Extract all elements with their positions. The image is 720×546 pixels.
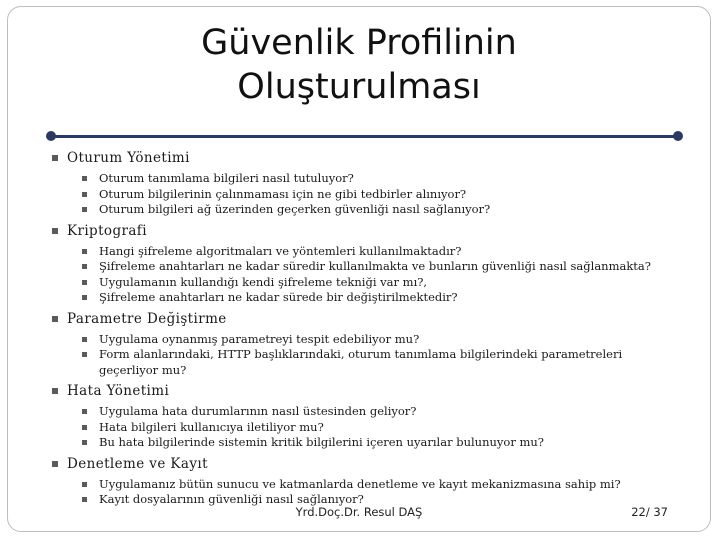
square-bullet-icon (82, 440, 87, 445)
square-bullet-icon (82, 176, 87, 181)
square-bullet-icon (82, 409, 87, 414)
section-heading (52, 222, 680, 240)
list-item (82, 332, 680, 348)
list-item-text: Uygulamanın kullandığı kendi şifreleme tekniği var mı?, (99, 274, 428, 289)
square-bullet-icon (82, 264, 87, 269)
divider-dot-left (46, 131, 56, 141)
section-items (52, 332, 680, 379)
section-heading (52, 382, 680, 400)
list-item-text: Şifreleme anahtarları ne kadar sürede bir değiştirilmektedir? (99, 290, 458, 304)
square-bullet-icon (82, 425, 87, 430)
square-bullet-icon (52, 316, 58, 322)
section-heading (52, 149, 680, 167)
list-item-text: Şifreleme anahtarları ne kadar süredir kullanılmakta ve bunların güvenliği nasıl sağlanmakta? (99, 259, 651, 273)
list-item (82, 275, 680, 291)
section-heading-text: Kriptografi (67, 222, 147, 239)
list-item (82, 171, 680, 187)
list-item-text: Oturum bilgileri ağ üzerinden geçerken güvenliği nasıl sağlanıyor? (99, 202, 491, 216)
list-item-text: Oturum bilgilerinin çalınmaması için ne gibi tedbirler alınıyor? (99, 186, 467, 201)
bullet-content (52, 149, 680, 512)
section-heading (52, 455, 680, 473)
section-heading-text: Oturum Yönetimi (67, 150, 190, 166)
section-items (52, 171, 680, 218)
section-items (52, 477, 680, 508)
section-heading-text: Denetleme ve Kayıt (67, 455, 208, 472)
list-item-text: Form alanlarındaki, HTTP başlıklarındaki, oturum tanımlama bilgilerindeki parametreleri geçerliyor mu? (99, 347, 623, 377)
square-bullet-icon (52, 155, 58, 161)
list-item (82, 202, 680, 218)
square-bullet-icon (82, 280, 87, 285)
section-items (52, 404, 680, 451)
square-bullet-icon (82, 482, 87, 487)
list-item-text: Hangi şifreleme algoritmaları ve yöntemleri kullanılmaktadır? (99, 243, 462, 258)
section-session-management (52, 149, 680, 218)
list-item (82, 259, 680, 275)
list-item-text: Bu hata bilgilerinde sistemin kritik bilgilerini içeren uyarılar bulunuyor mu? (99, 435, 544, 449)
title-divider (51, 135, 679, 138)
slide-title (68, 21, 650, 109)
section-heading (52, 310, 680, 328)
list-item (82, 244, 680, 260)
slide-title-line-1: Güvenlik Profilinin (201, 23, 517, 63)
list-item (82, 477, 680, 493)
list-item (82, 420, 680, 436)
list-item (82, 347, 680, 378)
square-bullet-icon (82, 337, 87, 342)
section-heading-text: Parametre Değiştirme (67, 310, 227, 327)
list-item (82, 435, 680, 451)
list-item (82, 404, 680, 420)
list-item-text: Oturum tanımlama bilgileri nasıl tutuluyor? (99, 171, 354, 185)
slide-title-line-2: Oluşturulması (237, 67, 481, 107)
section-heading-text: Hata Yönetimi (67, 383, 170, 399)
divider-dot-right (673, 131, 683, 141)
section-parameter-tampering (52, 310, 680, 379)
square-bullet-icon (52, 461, 58, 467)
list-item (82, 290, 680, 306)
square-bullet-icon (52, 228, 58, 234)
section-cryptography (52, 222, 680, 306)
list-item-text: Kayıt dosyalarının güvenliği nasıl sağlanıyor? (99, 492, 364, 506)
list-item-text: Uygulama oynanmış parametreyi tespit edebiliyor mu? (99, 331, 420, 346)
section-error-handling (52, 382, 680, 451)
list-item-text: Uygulama hata durumlarının nasıl üstesinden geliyor? (99, 404, 417, 418)
list-item-text: Hata bilgileri kullanıcıya iletiliyor mu? (99, 419, 324, 434)
list-item-text: Uygulamanız bütün sunucu ve katmanlarda denetleme ve kayıt mekanizmasına sahip mi? (99, 476, 621, 491)
square-bullet-icon (82, 207, 87, 212)
square-bullet-icon (82, 497, 87, 502)
square-bullet-icon (82, 295, 87, 300)
section-items (52, 244, 680, 306)
square-bullet-icon (82, 192, 87, 197)
square-bullet-icon (82, 352, 87, 357)
square-bullet-icon (52, 388, 58, 394)
slide (7, 6, 711, 532)
list-item (82, 187, 680, 203)
square-bullet-icon (82, 249, 87, 254)
footer-author: Yrd.Doç.Dr. Resul DAŞ (295, 505, 423, 519)
section-auditing-logging (52, 455, 680, 508)
page-number: 22/ 37 (631, 505, 668, 519)
